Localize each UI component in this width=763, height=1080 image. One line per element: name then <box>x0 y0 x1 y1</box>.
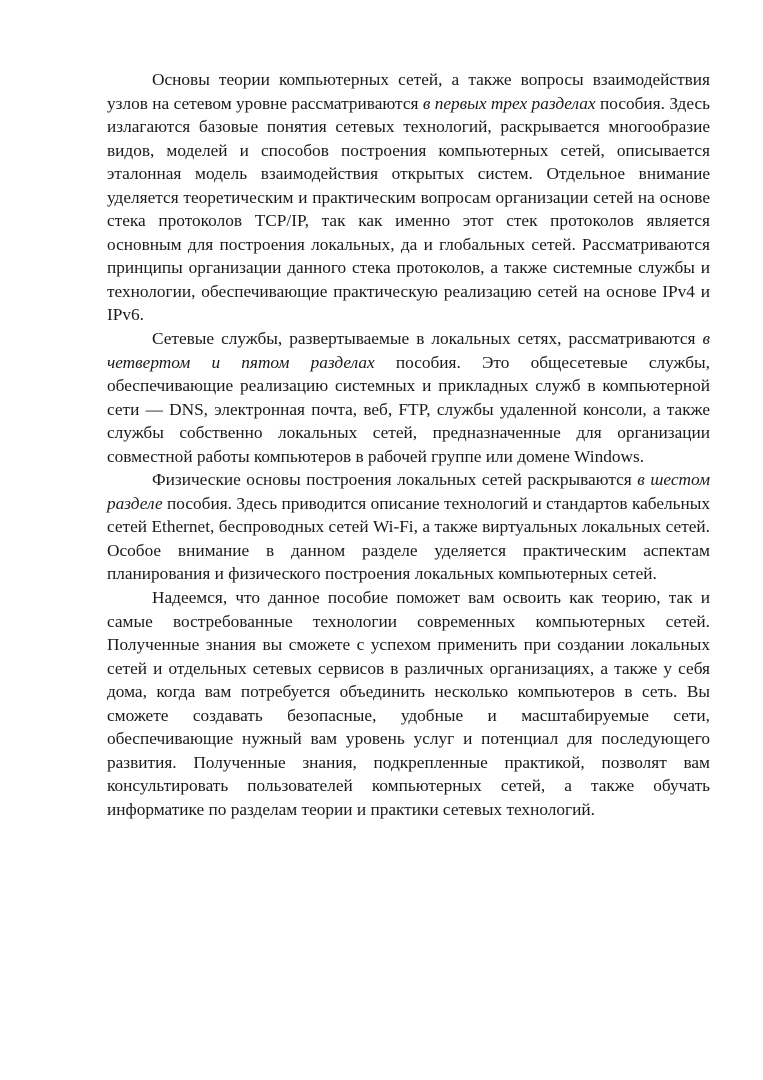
paragraph-1-text-a: Основы теории компьютерных сетей, а также вопросы взаимодействия узлов на сетевом уровне рассматриваются <box>107 70 710 113</box>
paragraph-1 <box>107 68 710 327</box>
paragraph-2-text-b: пособия. Это общесетевые службы, обеспечивающие реализацию системных и прикладных служб в компьютерной сети — DNS, электронная почта, веб, FTP, службы удаленной консоли, а также службы собственно локальных сетей, предназначенные для организации совместной работы компьютеров в рабочей группе или домене Windows. <box>107 352 710 466</box>
paragraph-1-emphasis: в первых трех разделах <box>422 93 596 113</box>
paragraph-4-text: Надеемся, что данное пособие поможет вам освоить как теорию, так и самые востребованные технологии современных компьютерных сетей. Полученные знания вы сможете с успехом применить при создании локальных сетей и отдельных сетевых сервисов в различных организациях, а также у себя дома, когда вам потребуется объединить несколько компьютеров в сеть. Вы сможете создавать безопасные, удобные и масштабируемые сети, обеспечивающие нужный вам уровень услуг и потенциал для последующего развития. Полученные знания, подкрепленные практикой, позволят вам консультировать пользователей компьютерных сетей, а также обучать информатике по разделам теории и практики сетевых технологий. <box>107 588 710 819</box>
paragraph-4 <box>107 586 710 821</box>
paragraph-2 <box>107 327 710 468</box>
paragraph-3-emphasis: в шестом разделе <box>107 470 710 513</box>
paragraph-3-text-a: Физические основы построения локальных сетей раскрываются <box>152 470 638 490</box>
document-page <box>107 68 710 822</box>
paragraph-2-emphasis: в четвертом и пятом разделах <box>107 329 710 372</box>
paragraph-1-text-b: пособия. Здесь излагаются базовые понятия сетевых технологий, раскрывается многообразие видов, моделей и способов построения компьютерных сетей, описывается эталонная модель взаимодействия открытых систем. Отдельное внимание уделяется теоретическим и практическим вопросам организации сетей на основе стека протоколов TCP/IP, так как именно этот стек протоколов является основным для построения локальных, да и глобальных сетей. Рассматриваются принципы организации данного стека протоколов, а также системные службы и технологии, обеспечивающие практическую реализацию сетей на основе IPv4 и IPv6. <box>107 93 710 325</box>
paragraph-3 <box>107 468 710 586</box>
paragraph-3-text-b: пособия. Здесь приводится описание технологий и стандартов кабельных сетей Ethernet, беспроводных сетей Wi-Fi, а также виртуальных локальных сетей. Особое внимание в данном разделе уделяется практическим аспектам планирования и физического построения локальных компьютерных сетей. <box>107 493 710 584</box>
paragraph-2-text-a: Сетевые службы, развертываемые в локальных сетях, рассматриваются <box>152 329 703 349</box>
